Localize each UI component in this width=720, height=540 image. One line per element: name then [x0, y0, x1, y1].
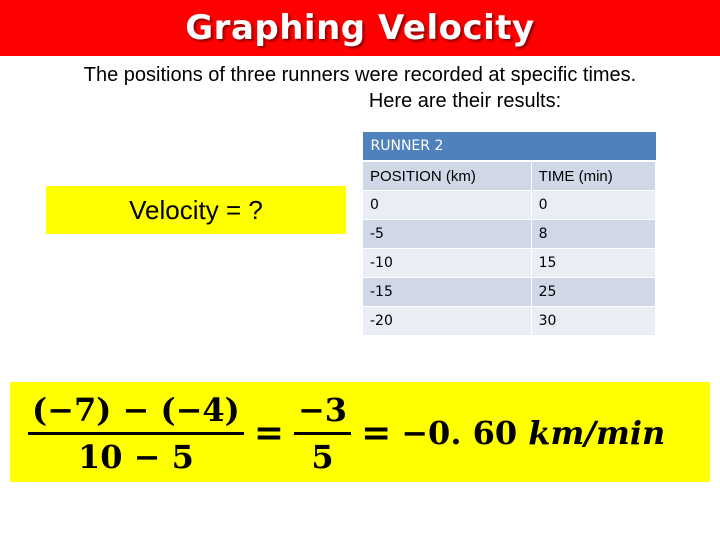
- formula-box: [10, 382, 710, 482]
- table-row: [363, 307, 656, 336]
- table-row: [363, 191, 656, 220]
- cell-position: -20: [363, 307, 532, 336]
- cell-time: 30: [531, 307, 655, 336]
- cell-position: 0: [363, 191, 532, 220]
- table-row: [363, 220, 656, 249]
- cell-position: -10: [363, 249, 532, 278]
- cell-time: 25: [531, 278, 655, 307]
- table-row: [363, 249, 656, 278]
- intro-line-1: The positions of three runners were recorded at specific times.: [83, 64, 637, 86]
- fraction-1-numerator: (−7) − (−4): [32, 390, 240, 429]
- fraction-1-denominator: 10 − 5: [77, 437, 194, 476]
- header-position: POSITION (km): [363, 161, 532, 191]
- fraction-2: [294, 390, 351, 477]
- fraction-2-numerator: −3: [297, 390, 348, 429]
- result: [401, 414, 665, 452]
- fraction-1-bar: [28, 432, 244, 435]
- cell-position: -5: [363, 220, 532, 249]
- cell-time: 8: [531, 220, 655, 249]
- fraction-2-bar: [294, 432, 351, 435]
- velocity-formula: [28, 388, 665, 478]
- header-time: TIME (min): [531, 161, 655, 191]
- cell-position: -15: [363, 278, 532, 307]
- velocity-question-box: [46, 186, 346, 234]
- cell-time: 15: [531, 249, 655, 278]
- fraction-2-denominator: 5: [311, 437, 334, 476]
- table-row: [363, 278, 656, 307]
- cell-time: 0: [531, 191, 655, 220]
- equals-sign-1: =: [253, 412, 284, 454]
- title-bar: [0, 0, 720, 56]
- result-value: −0. 60: [401, 414, 518, 452]
- result-unit: km/min: [528, 414, 666, 452]
- table-header-row: [363, 161, 656, 191]
- equals-sign-2: =: [361, 412, 392, 454]
- fraction-1: [28, 390, 244, 477]
- velocity-label: Velocity = ?: [129, 194, 263, 225]
- intro-line-2: Here are their results:: [368, 90, 562, 112]
- table-caption: RUNNER 2: [363, 132, 656, 161]
- intro-text: [0, 62, 720, 114]
- slide-title: Graphing Velocity: [185, 8, 535, 48]
- runner-table: [362, 132, 656, 336]
